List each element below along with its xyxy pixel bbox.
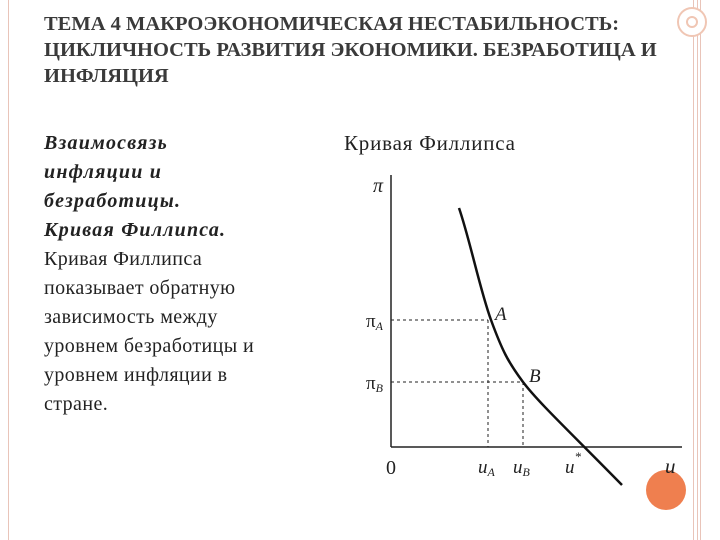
- subheading-line: инфляции и: [44, 161, 163, 183]
- y-tick-pi-a: πA: [366, 311, 383, 333]
- body-line: Кривая Филлипса: [44, 248, 203, 270]
- point-b-label: B: [529, 366, 541, 387]
- x-tick-u-b: uB: [513, 457, 530, 479]
- phillips-curve: [459, 208, 622, 485]
- body-line: показывает обратную: [44, 277, 236, 299]
- body-line: стране.: [44, 393, 109, 415]
- point-a-label: A: [495, 304, 507, 325]
- subheading-line: Кривая Филлипса.: [44, 219, 227, 241]
- x-axis-label: u: [665, 454, 676, 478]
- subheading-line: Взаимосвязь: [44, 132, 168, 154]
- origin-label: 0: [386, 457, 396, 479]
- y-axis-label: π: [373, 175, 384, 197]
- x-tick-u-a: uA: [478, 457, 495, 479]
- slide-title: ТЕМА 4 МАКРОЭКОНОМИЧЕСКАЯ НЕСТАБИЛЬНОСТЬ: ЦИКЛИЧНОСТЬ РАЗВИТИЯ ЭКОНОМИКИ. БЕЗРАБОТИЦА И ИНФЛЯЦИЯ: [44, 13, 657, 87]
- body-line: зависимость между: [44, 306, 218, 328]
- y-tick-pi-b: πB: [366, 373, 383, 395]
- x-tick-u-star: u*: [565, 449, 581, 478]
- subheading-line: безработицы.: [44, 190, 182, 212]
- body-line: уровнем безработицы и: [44, 335, 255, 357]
- body-line: уровнем инфляции в: [44, 364, 228, 386]
- figure-title: Кривая Филлипса: [344, 131, 516, 155]
